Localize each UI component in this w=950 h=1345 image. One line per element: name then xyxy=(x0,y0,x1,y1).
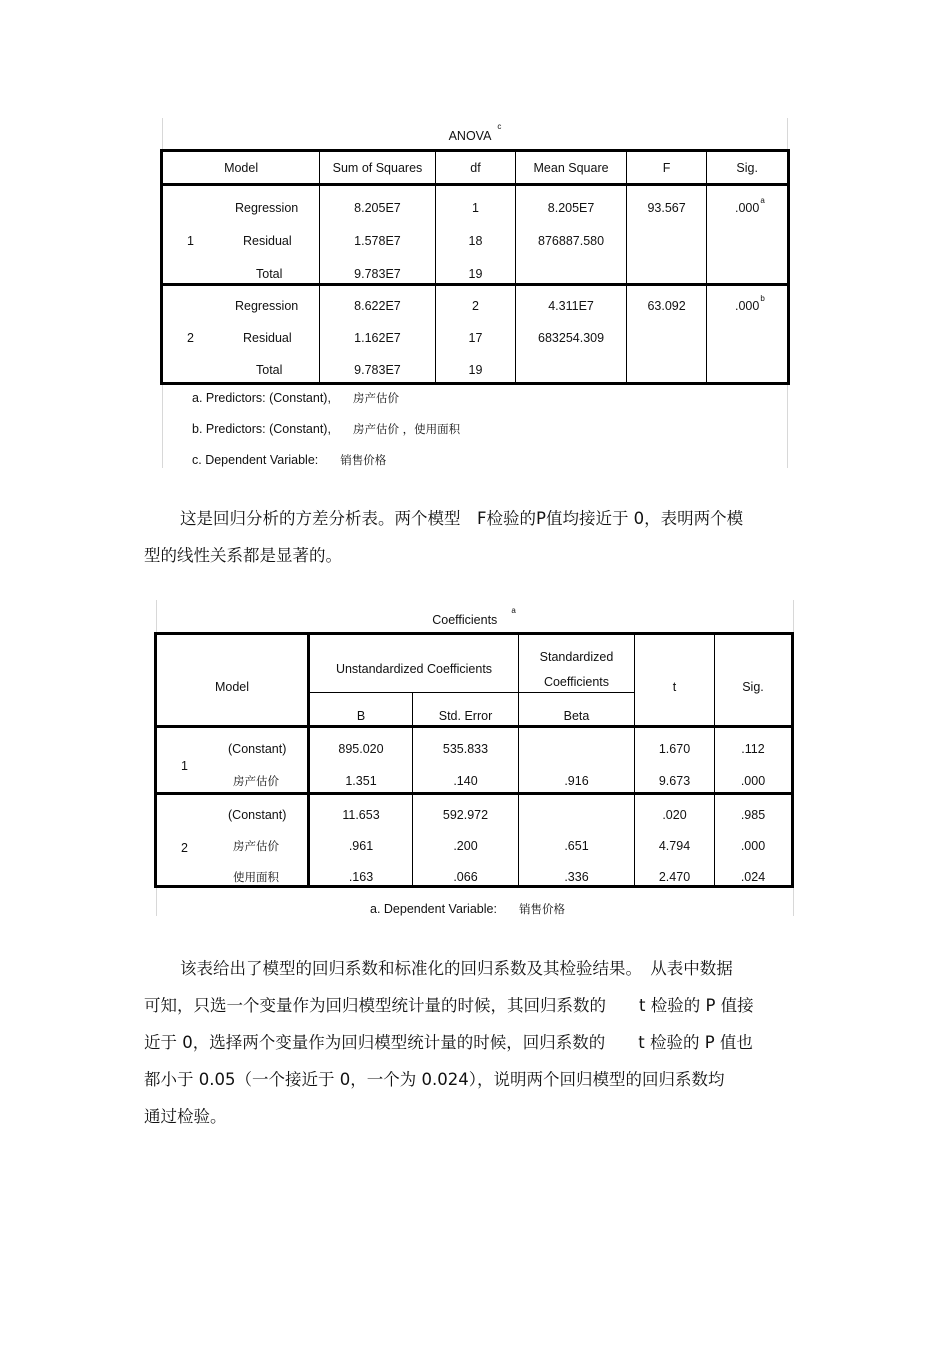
footnote-variable: 房产估价 xyxy=(352,391,399,405)
anova-f-cell xyxy=(626,285,707,384)
b-value: 1.351 xyxy=(345,774,377,788)
footnote-label: b. Predictors: (Constant), xyxy=(192,422,331,436)
ms-value: 683254.309 xyxy=(538,331,605,345)
beta-value: .651 xyxy=(564,839,589,853)
anova-ms-cell xyxy=(516,285,627,384)
anova-header-row xyxy=(162,151,789,185)
sig-footnote-mark: b xyxy=(760,294,765,303)
anova-title-sup: c xyxy=(497,122,502,131)
t-value: .020 xyxy=(662,808,687,822)
coef-hline-model xyxy=(157,792,791,795)
anova-footnote-c xyxy=(192,452,386,468)
header-model: Model xyxy=(162,151,320,185)
se-value: 535.833 xyxy=(442,742,489,756)
coef-title-sup: a xyxy=(511,606,516,615)
sig-value: .112 xyxy=(741,742,765,756)
coef-title-text: Coefficients xyxy=(432,613,498,628)
footnote-label: c. Dependent Variable: xyxy=(192,453,319,467)
model-number: 1 xyxy=(187,234,194,248)
anova-footnote-a xyxy=(192,390,399,406)
coef-title xyxy=(154,606,794,628)
paragraph-line: 该表给出了模型的回归系数和标准化的回归系数及其检验结果。 从表中数据 xyxy=(180,959,733,978)
row-term: Residual xyxy=(243,331,292,345)
beta-value: .916 xyxy=(564,774,589,788)
f-value: 93.567 xyxy=(647,201,686,215)
t-value: 2.470 xyxy=(658,870,691,884)
coef-header-t: t xyxy=(672,680,677,694)
sig-value: .000 xyxy=(740,774,766,788)
coef-header-std-line2: Coefficients xyxy=(543,675,610,689)
b-value: .961 xyxy=(348,839,374,853)
sig-value: .000 xyxy=(735,299,760,313)
ss-value: 1.162E7 xyxy=(354,331,401,345)
coef-header-model: Model xyxy=(214,680,250,694)
beta-value: .336 xyxy=(564,870,589,884)
df-value: 2 xyxy=(472,299,479,313)
b-value: 11.653 xyxy=(342,808,380,822)
model-number: 2 xyxy=(187,331,194,345)
t-value: 4.794 xyxy=(658,839,691,853)
sig-footnote-mark: a xyxy=(760,196,765,205)
header-mean-square: Mean Square xyxy=(516,151,627,185)
header-df: df xyxy=(435,151,516,185)
header-f: F xyxy=(626,151,707,185)
coef-footnote-a xyxy=(370,901,565,917)
anova-title-text: ANOVA xyxy=(448,129,492,144)
row-term: Total xyxy=(256,267,283,281)
anova-table xyxy=(160,149,790,385)
anova-sig-cell xyxy=(707,185,789,285)
anova-ss-cell xyxy=(320,185,436,285)
ms-value: 4.311E7 xyxy=(548,299,594,313)
footnote-variable: 房产估价 ，使用面积 xyxy=(352,422,461,436)
df-value: 18 xyxy=(468,234,483,248)
anova-interpretation-paragraph xyxy=(144,500,814,574)
paragraph-line: 近于 0，选择两个变量作为回归模型统计量的时候，回归系数的 t 检验的 P 值也 xyxy=(144,1033,753,1052)
ms-value: 876887.580 xyxy=(538,234,605,248)
ss-value: 9.783E7 xyxy=(354,363,401,377)
header-sig: Sig. xyxy=(707,151,789,185)
footnote-label: a. Dependent Variable: xyxy=(370,902,497,916)
anova-model-cell xyxy=(162,185,320,285)
se-value: .066 xyxy=(453,870,478,884)
df-value: 19 xyxy=(468,267,483,281)
b-value: .163 xyxy=(348,870,374,884)
row-term: (Constant) xyxy=(228,808,287,822)
paragraph-line: 这是回归分析的方差分析表。两个模型 F检验的P值均接近于 0，表明两个模 xyxy=(180,509,744,528)
coef-header-b: B xyxy=(356,709,366,723)
row-term: 房产估价 xyxy=(233,839,279,853)
coef-interpretation-paragraph xyxy=(144,950,814,1135)
coef-header-beta: Beta xyxy=(563,709,590,723)
row-term: Regression xyxy=(235,299,299,313)
footnote-variable: 销售价格 xyxy=(518,902,565,916)
row-term: 使用面积 xyxy=(233,870,279,884)
anova-model-block-2 xyxy=(162,285,789,384)
anova-sig-cell xyxy=(707,285,789,384)
model-number: 1 xyxy=(181,759,188,773)
df-value: 17 xyxy=(468,331,483,345)
coef-hline-subheader xyxy=(307,692,634,693)
anova-ss-cell xyxy=(320,285,436,384)
t-value: 1.670 xyxy=(658,742,691,756)
f-value: 63.092 xyxy=(647,299,686,313)
anova-model-block-1 xyxy=(162,185,789,285)
footnote-variable: 销售价格 xyxy=(340,453,387,467)
se-value: .140 xyxy=(453,774,478,788)
coef-header-unstd: Unstandardized Coefficients xyxy=(335,662,493,676)
sig-value: .000 xyxy=(735,201,760,215)
row-term: (Constant) xyxy=(228,742,287,756)
anova-df-cell xyxy=(435,285,516,384)
ss-value: 9.783E7 xyxy=(354,267,401,281)
row-term: Regression xyxy=(235,201,299,215)
ms-value: 8.205E7 xyxy=(547,201,595,215)
anova-model-cell xyxy=(162,285,320,384)
model-number: 2 xyxy=(181,841,188,855)
sig-value: .985 xyxy=(740,808,766,822)
t-value: 9.673 xyxy=(658,774,691,788)
header-sum-of-squares: Sum of Squares xyxy=(320,151,436,185)
anova-ms-cell xyxy=(516,185,627,285)
df-value: 19 xyxy=(468,363,483,377)
df-value: 1 xyxy=(472,201,479,215)
footnote-label: a. Predictors: (Constant), xyxy=(192,391,331,405)
ss-value: 1.578E7 xyxy=(354,234,401,248)
coef-header-sig: Sig. xyxy=(742,680,764,694)
anova-df-cell xyxy=(435,185,516,285)
ss-value: 8.622E7 xyxy=(354,299,401,313)
paragraph-line: 都小于 0.05（一个接近于 0，一个为 0.024），说明两个回归模型的回归系数均 xyxy=(144,1070,725,1089)
row-term: Residual xyxy=(243,234,292,248)
paragraph-line: 型的线性关系都是显著的。 xyxy=(144,546,342,565)
row-term: Total xyxy=(256,363,283,377)
row-term: 房产估价 xyxy=(233,774,279,788)
ss-value: 8.205E7 xyxy=(354,201,401,215)
se-value: .200 xyxy=(453,839,478,853)
sig-value: .000 xyxy=(740,839,766,853)
coef-hline-header xyxy=(157,725,791,728)
coef-table xyxy=(154,632,794,888)
anova-footnote-b xyxy=(192,421,460,437)
paragraph-line: 通过检验。 xyxy=(144,1107,227,1126)
b-value: 895.020 xyxy=(338,742,384,756)
paragraph-line: 可知，只选一个变量作为回归模型统计量的时候，其回归系数的 t 检验的 P 值接 xyxy=(144,996,754,1015)
se-value: 592.972 xyxy=(442,808,489,822)
sig-value: .024 xyxy=(740,870,766,884)
coef-header-std-line1: Standardized xyxy=(539,650,614,664)
anova-f-cell xyxy=(626,185,707,285)
coef-header-se: Std. Error xyxy=(438,709,493,723)
anova-title xyxy=(160,122,790,144)
